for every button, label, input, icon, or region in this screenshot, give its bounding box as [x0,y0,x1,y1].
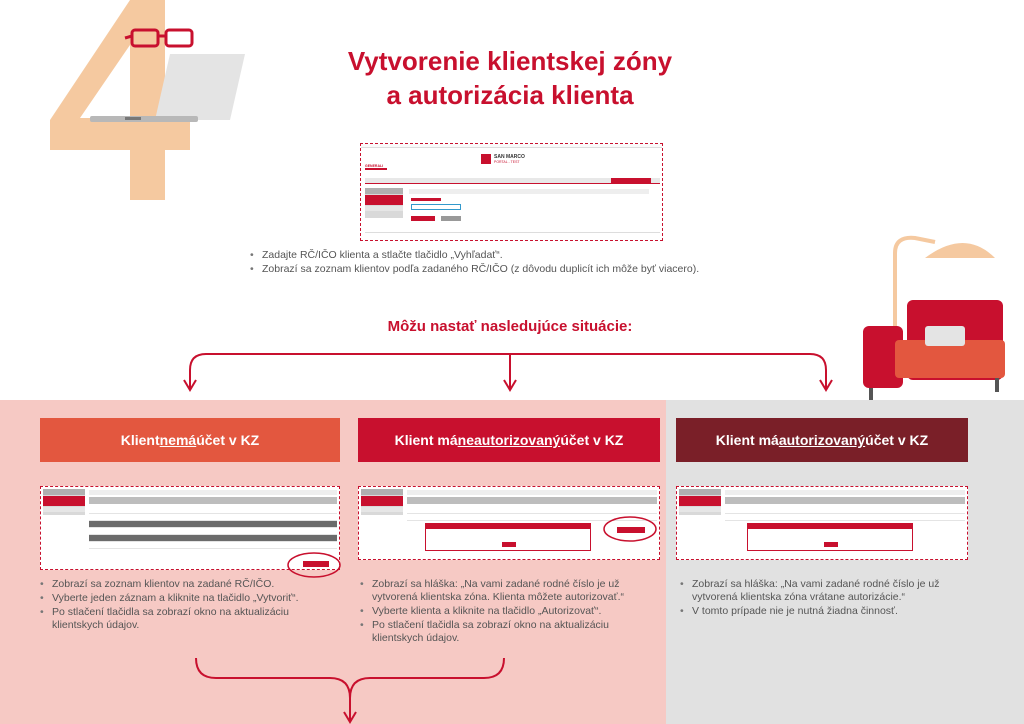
title-line-1: Vytvorenie klientskej zóny [347,46,673,76]
title-line-2: a autorizácia klienta [386,80,634,110]
info-dialog [747,523,913,551]
column-2-header: Klient má neautorizovaný účet v KZ [358,418,660,462]
portal-nav-active [611,178,651,184]
portal-test-text: PORTAL - TEST [494,160,520,164]
dialog-ok-button[interactable] [824,542,838,547]
highlight-circle [600,512,660,546]
client-table [89,507,337,549]
column-3-header: Klient má autorizovaný účet v KZ [676,418,968,462]
page-title [300,44,720,112]
intro-bullet: • Zadajte RČ/IČO klienta a stlačte tlačidlo „Vyhľadať“. [250,249,770,262]
column-1-bullets [40,578,340,633]
portal-rc-input[interactable] [411,204,461,210]
bullet: • Zobrazí sa hláška: „Na vami zadané rodné číslo je už vytvorená klientska zóna vrátane autorizácie.“ [680,578,980,604]
intro-bullet-list [250,249,770,277]
bullet: • Po stlačení tlačidla sa zobrazí okno na aktualizáciu klientskych údajov. [360,619,660,645]
portal-topbar [361,144,663,148]
portal-search-button[interactable] [411,216,435,221]
info-dialog [425,523,591,551]
branch-arrows [0,340,1024,400]
intro-bullet: • Zobrazí sa zoznam klientov podľa zadaného RČ/IČO (z dôvodu duplicít ich môže byť viacero). [250,263,770,276]
generali-logo: GENERALI [365,152,387,170]
column-2-bullets [360,578,660,646]
bullet: • Zobrazí sa zoznam klientov na zadané RČ/IČO. [40,578,340,591]
header-underlined: nemá [159,432,197,448]
highlight-circle [284,548,344,582]
header-underlined: autorizovaný [778,432,866,448]
column-3-bullets [680,578,980,619]
bullet: • Vyberte klienta a kliknite na tlačidlo „Autorizovať“. [360,605,660,618]
portal-sidebar [365,188,403,218]
bullet: • V tomto prípade nie je nutná žiadna činnosť. [680,605,980,618]
column-3-screenshot [676,486,968,560]
dialog-ok-button[interactable] [502,542,516,547]
san-marco-logo-icon [481,154,491,164]
branch-line [190,354,826,388]
portal-page-heading [409,189,649,194]
number-four-illustration [30,0,260,200]
bottom-bracket-arrow [180,656,520,724]
san-marco-logo-text: SAN MARCO [494,154,525,160]
bullet: • Zobrazí sa hláška: „Na vami zadané rodné číslo je už vytvorená klientska zóna. Klienta môžete autorizovať.“ [360,578,660,604]
portal-search-screenshot [360,143,663,241]
portal-footer-line [365,232,660,233]
header-underlined: neautorizovaný [457,432,561,448]
bullet: • Vyberte jeden záznam a kliknite na tlačidlo „Vytvoriť“. [40,592,340,605]
portal-clear-button[interactable] [441,216,461,221]
situations-heading: Môžu nastať nasledujúce situácie: [387,318,633,335]
column-1-header: Klient nemá účet v KZ [40,418,340,462]
bullet: • Po stlačení tlačidla sa zobrazí okno na aktualizáciu klientskych údajov. [40,606,340,632]
portal-field-label [411,198,441,201]
